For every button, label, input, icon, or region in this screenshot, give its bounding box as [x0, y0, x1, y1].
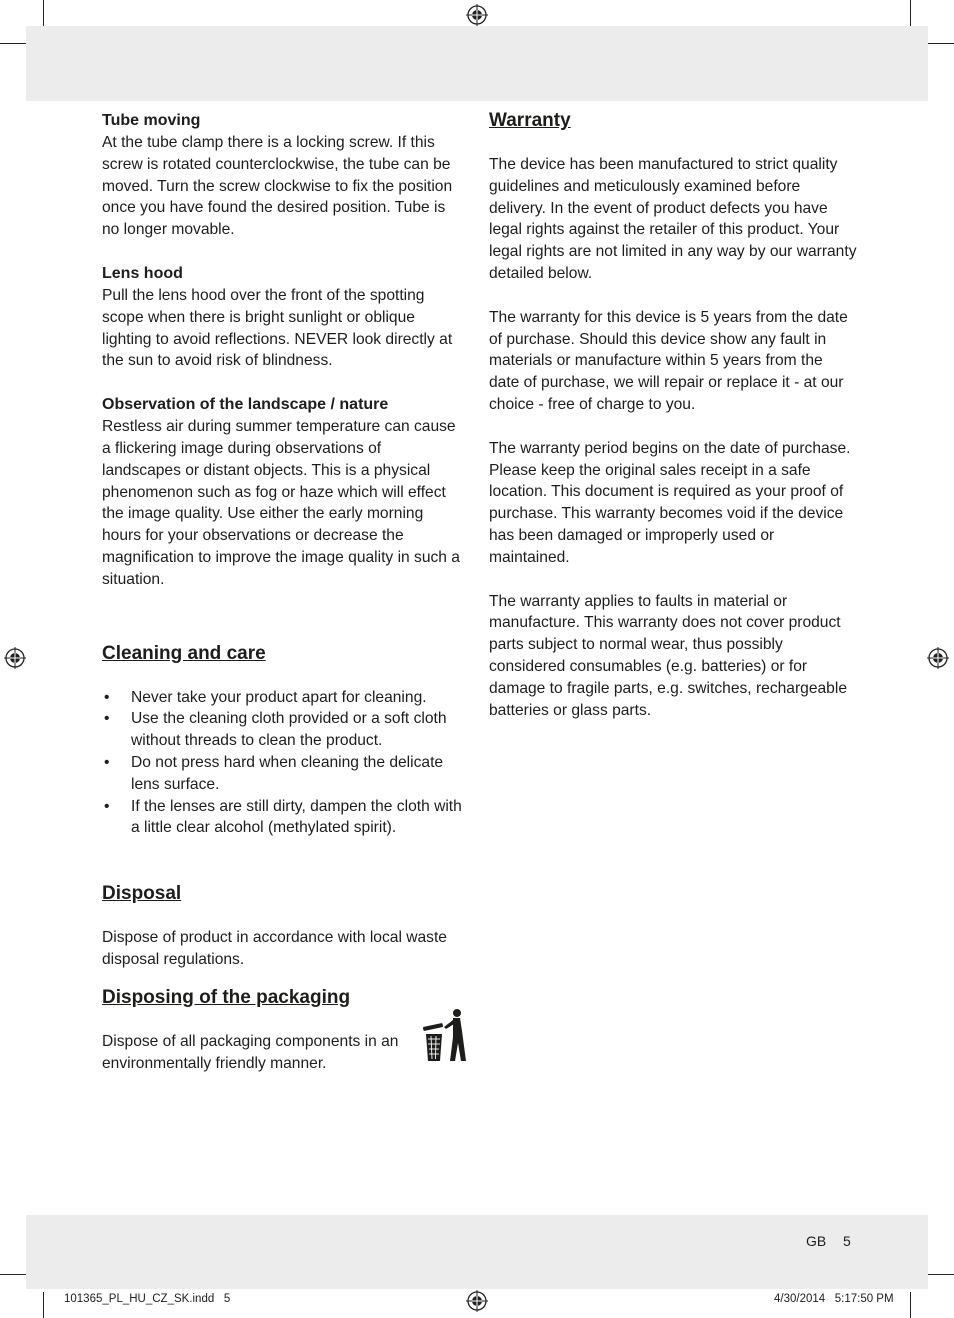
list-item: • Use the cleaning cloth provided or a soft cloth without threads to clean the product.: [102, 708, 464, 752]
crop-mark: [910, 0, 911, 26]
registration-mark-icon: [4, 647, 26, 669]
warranty-paragraph: The warranty for this device is 5 years from the date of purchase. Should this device show any fault in materials or manufacture within 5 years from the date of purchase, we will repair or replace it - at our choice - free of charge to you.: [489, 308, 848, 413]
crop-mark: [0, 1274, 26, 1275]
footer-band: [26, 1215, 928, 1289]
list-item: • Do not press hard when cleaning the delicate lens surface.: [102, 752, 464, 796]
warranty-paragraph: The warranty applies to faults in material or manufacture. This warranty does not cover product parts subject to normal wear, thus possibly considered consumables (e.g. batteries) or for damage to fragile parts, e.g. switches, rechargeable batteries or glass parts.: [489, 592, 847, 719]
crop-mark: [0, 43, 26, 44]
registration-mark-icon: [927, 647, 949, 669]
list-item: • Never take your product apart for cleaning.: [102, 687, 464, 709]
crop-mark: [928, 1274, 954, 1275]
warranty-paragraph: The device has been manufactured to strict quality guidelines and meticulously examined before delivery. In the event of product defects you have legal rights against the retailer of this product. Your legal rights are not limited in any way by our warranty detailed below.: [489, 156, 857, 282]
lens-hood-heading: Lens hood: [102, 264, 183, 282]
cleaning-list: [102, 687, 464, 840]
left-column: [102, 110, 464, 1074]
registration-mark-icon: [466, 4, 488, 26]
slug-timestamp: 4/30/2014 5:17:50 PM: [774, 1293, 894, 1305]
crop-mark: [928, 43, 954, 44]
cleaning-heading: Cleaning and care: [102, 642, 266, 664]
observation-heading: Observation of the landscape / nature: [102, 396, 389, 414]
crop-mark: [910, 1292, 911, 1318]
registration-mark-icon: [466, 1290, 488, 1312]
warranty-paragraph: The warranty period begins on the date of purchase. Please keep the original sales receipt in a safe location. This document is required as your proof of purchase. This warranty becomes void if the device has been damaged or improperly used or maintained.: [489, 439, 851, 566]
tube-moving-text: At the tube clamp there is a locking screw. If this screw is rotated counterclockwise, the tube can be moved. Turn the screw clockwise to fix the position once you have found the desired position. Tube is no longer movable.: [102, 134, 453, 239]
disposal-heading: Disposal: [102, 883, 182, 905]
warranty-heading: Warranty: [489, 110, 571, 131]
tube-moving-heading: Tube moving: [102, 112, 201, 129]
waste-bin-recycle-icon: [422, 1007, 468, 1063]
packaging-heading: Disposing of the packaging: [102, 986, 351, 1008]
disposal-text: Dispose of product in accordance with local waste disposal regulations.: [102, 929, 447, 968]
page-number: 5: [843, 1233, 851, 1249]
crop-mark: [43, 0, 44, 26]
lens-hood-text: Pull the lens hood over the front of the spotting scope when there is bright sunlight or oblique lighting to avoid reflections. NEVER look directly at the sun to avoid risk of blindness.: [102, 286, 453, 370]
packaging-text: Dispose of all packaging components in an environmentally friendly manner.: [102, 1032, 399, 1072]
footer-language: GB: [806, 1233, 827, 1249]
observation-text: Restless air during summer temperature can cause a flickering image during observations of landscapes or distant objects. This is a physical phenomenon such as fog or haze which will effect the image quality. Use either the early morning hours for your observations or decrease the magnification to improve the image quality in such a situation.: [102, 418, 460, 588]
right-column: [489, 110, 857, 721]
header-band: [26, 26, 928, 101]
crop-mark: [43, 1292, 44, 1318]
slug-filename: 101365_PL_HU_CZ_SK.indd 5: [64, 1293, 231, 1305]
list-item: • If the lenses are still dirty, dampen the cloth with a little clear alcohol (methylated spirit).: [102, 796, 464, 840]
